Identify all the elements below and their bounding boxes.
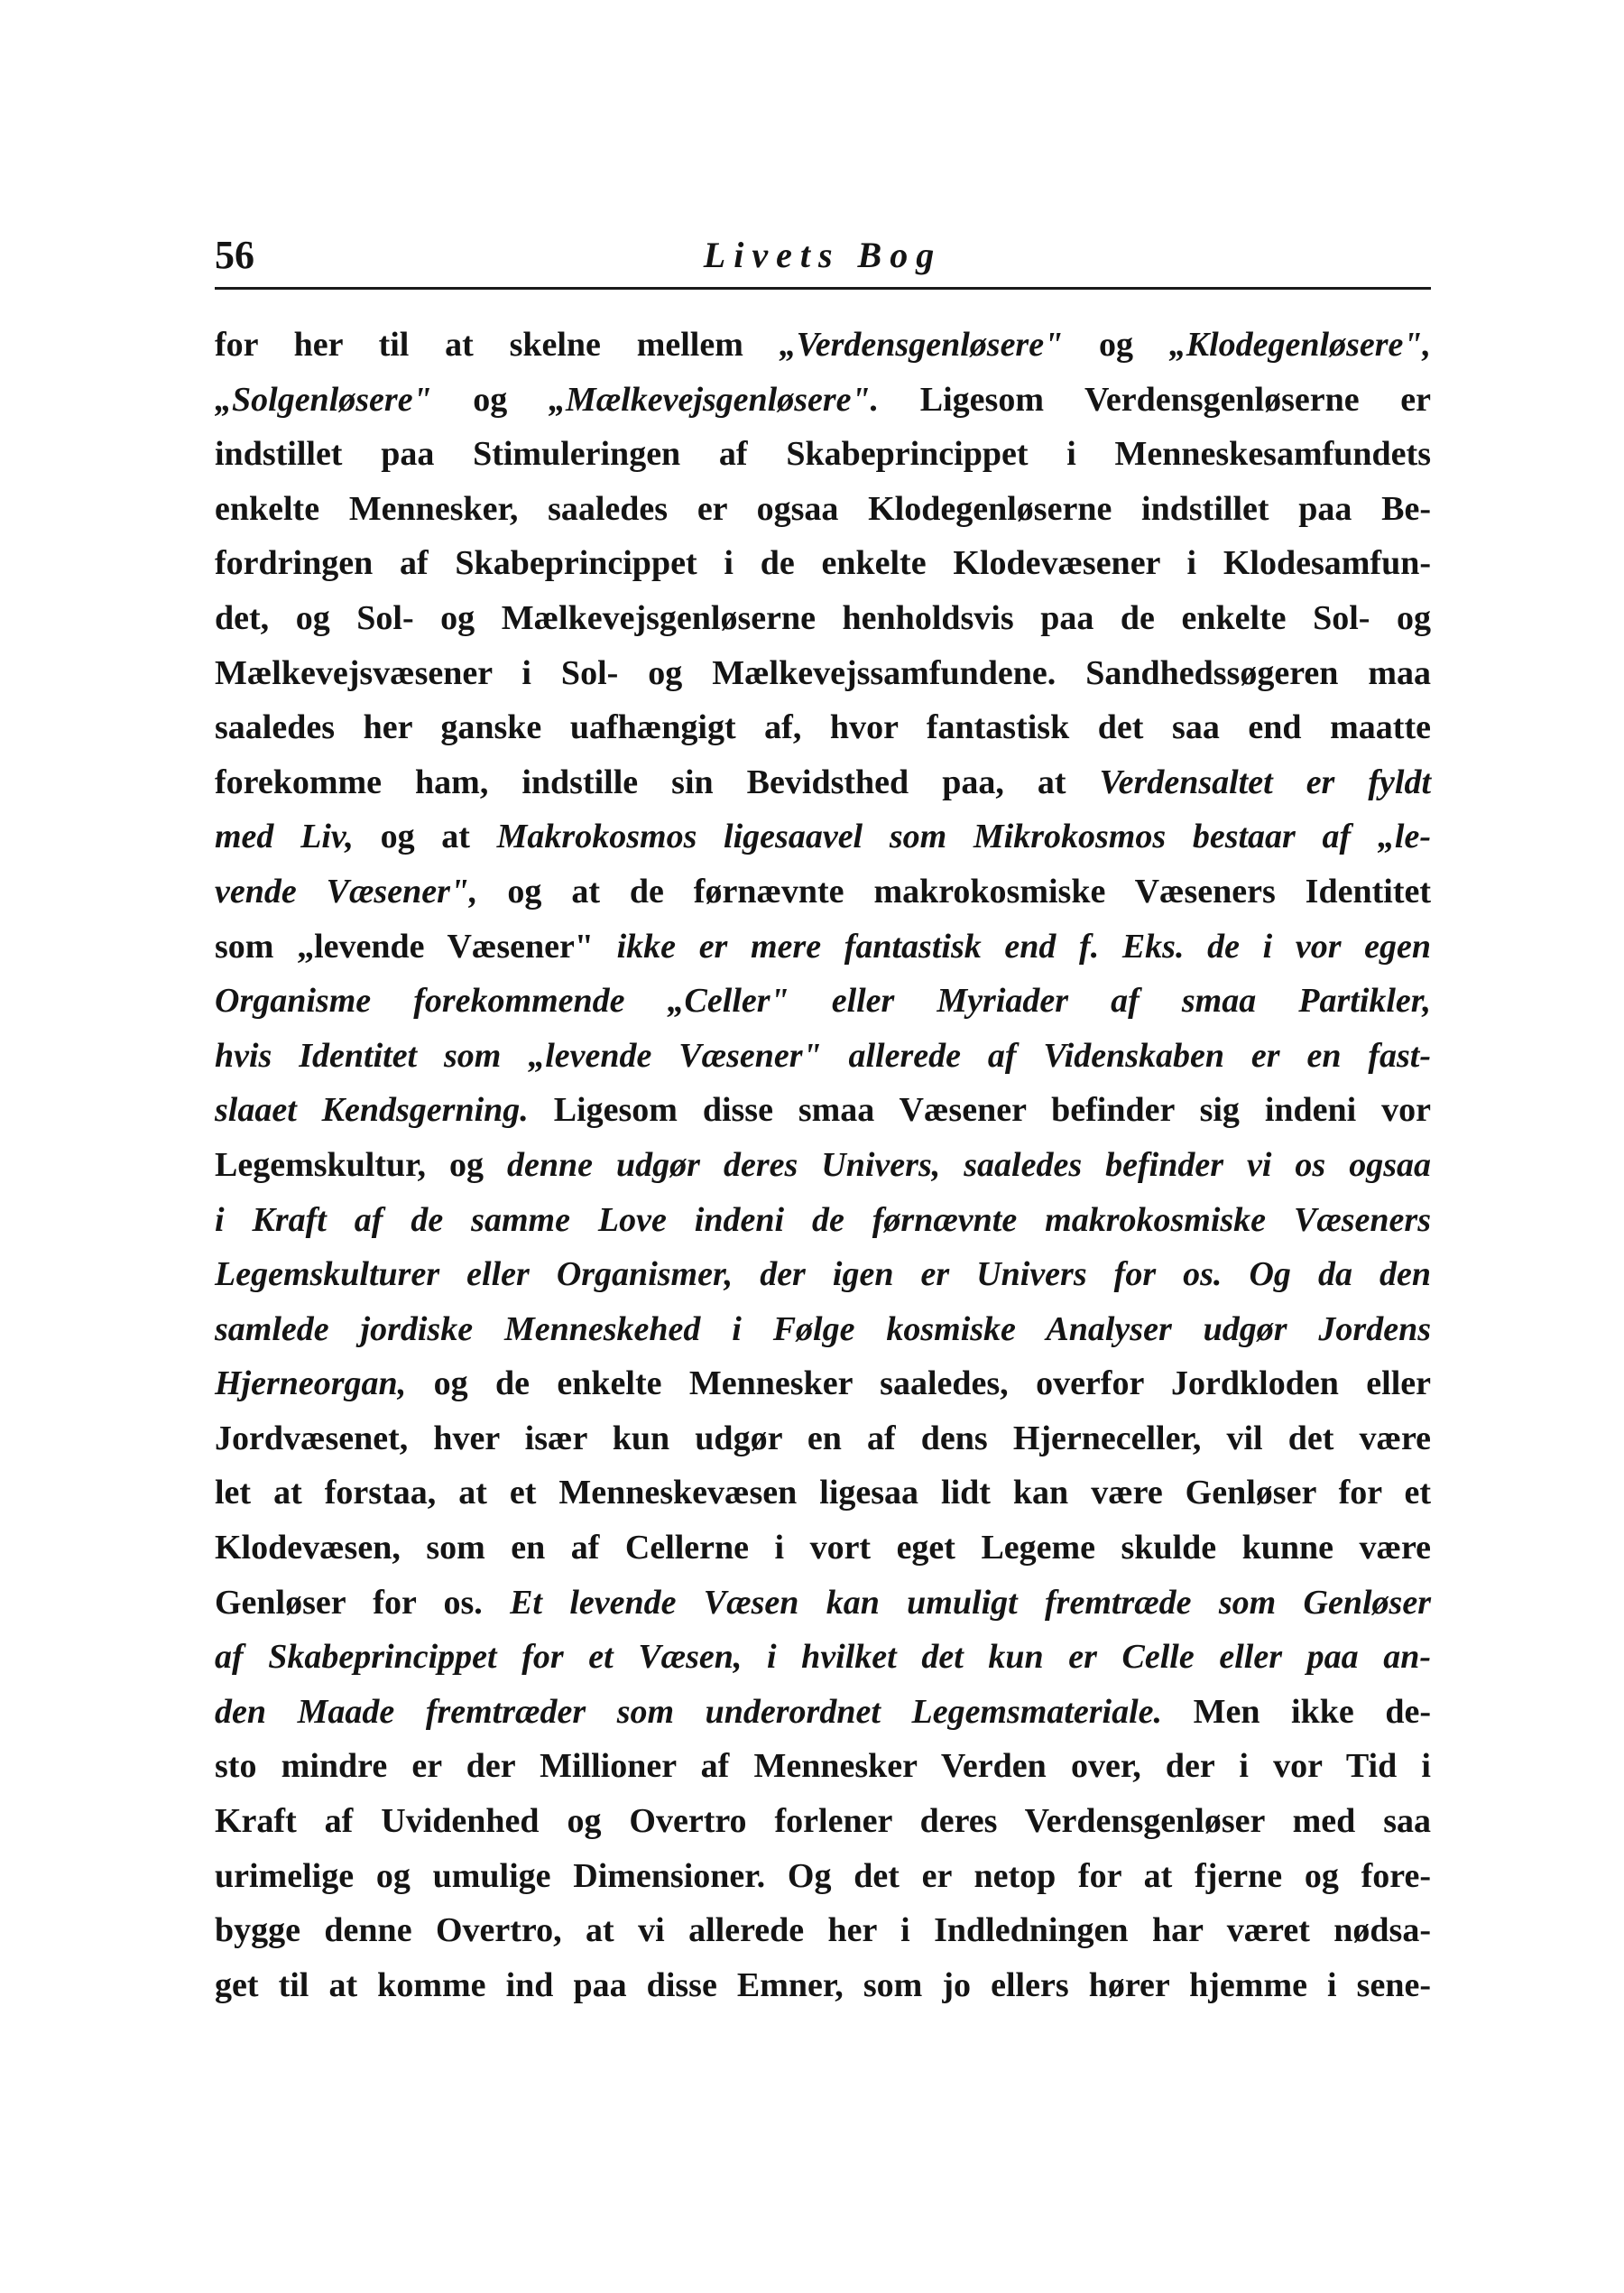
text-span: bygge denne Overtro, at vi allerede her i Indledningen har været nødsa-: [215, 1911, 1431, 1950]
text-span: Legemskultur, og: [215, 1145, 508, 1184]
text-span: forekomme ham, indstille sin Bevidsthed paa, at: [215, 763, 1100, 801]
text-span: Klodevæsen, som en af Cellerne i vort eget Legeme skulde kunne være: [215, 1529, 1431, 1567]
header-rule: [215, 287, 1431, 290]
text-line: [215, 755, 1431, 810]
text-line: [215, 318, 1431, 373]
italic-span: i Kraft af de samme Love indeni de førnævnte makrokosmiske Væseners: [215, 1200, 1431, 1239]
italic-span: af Skabeprincippet for et Væsen, i hvilket det kun er Celle eller paa an-: [215, 1638, 1431, 1677]
text-span: det, og Sol- og Mælkevejsgenløserne henholdsvis paa de enkelte Sol- og: [215, 598, 1431, 637]
text-line: [215, 1521, 1431, 1576]
italic-span: samlede jordiske Menneskehed i Følge kosmiske Analyser udgør Jordens: [215, 1309, 1431, 1348]
text-line: [215, 1903, 1431, 1958]
text-line: [215, 1465, 1431, 1521]
text-line: [215, 646, 1431, 701]
italic-span: Organisme forekommende „Celler" eller Myriader af smaa Partikler,: [215, 982, 1431, 1021]
italic-span: vende Væsener",: [215, 872, 478, 911]
text-span: og at de førnævnte makrokosmiske Væseners Identitet: [477, 872, 1431, 911]
text-span: saaledes her ganske uafhængigt af, hvor fantastisk det saa end maatte: [215, 708, 1431, 747]
italic-span: „Mælkevejsgenløsere".: [548, 380, 880, 419]
text-line: [215, 864, 1431, 920]
text-span: og de enkelte Mennesker saaledes, overfor Jordkloden eller: [406, 1364, 1431, 1403]
italic-span: Legemskulturer eller Organismer, der igen er Univers for os. Og da den: [215, 1255, 1431, 1294]
italic-span: Makrokosmos ligesaavel som Mikrokosmos bestaar af „le-: [496, 818, 1431, 856]
text-span: Mælkevejsvæsener i Sol- og Mælkevejssamfundene. Sandhedssøgeren maa: [215, 653, 1431, 692]
text-span: Jordvæsenet, hver især kun udgør en af dens Hjerneceller, vil det være: [215, 1419, 1431, 1457]
running-title: Livets Bog: [703, 235, 943, 275]
text-line: [215, 1138, 1431, 1193]
text-line: [215, 1739, 1431, 1794]
page-number: 56: [215, 233, 254, 277]
text-span: for her til at skelne mellem: [215, 326, 780, 364]
text-span: Kraft af Uvidenhed og Overtro forlener deres Verdensgenløser med saa: [215, 1802, 1431, 1841]
text-line: [215, 1958, 1431, 2013]
text-line: [215, 536, 1431, 591]
italic-span: ikke er mere fantastisk end f. Eks. de i vor egen: [616, 927, 1431, 966]
text-line: [215, 1083, 1431, 1138]
text-line: [215, 809, 1431, 864]
text-span: urimelige og umulige Dimensioner. Og det er netop for at fjerne og fore-: [215, 1856, 1431, 1895]
italic-span: med Liv,: [215, 818, 354, 856]
text-span: let at forstaa, at et Menneskevæsen ligesaa lidt kan være Genløser for et: [215, 1474, 1431, 1512]
text-line: [215, 974, 1431, 1029]
text-line: [215, 1411, 1431, 1466]
italic-span: „Klodegenløsere",: [1168, 326, 1431, 364]
text-span: Ligesom disse smaa Væsener befinder sig indeni vor: [528, 1091, 1431, 1130]
italic-span: den Maade fremtræder som underordnet Legemsmateriale.: [215, 1692, 1163, 1731]
italic-span: „Solgenløsere": [215, 380, 432, 419]
text-line: [215, 920, 1431, 975]
text-span: Genløser for os.: [215, 1583, 511, 1622]
italic-span: „Verdensgenløsere": [779, 326, 1064, 364]
text-line: [215, 1576, 1431, 1631]
text-line: [215, 1685, 1431, 1740]
text-span: som „levende Væsener": [215, 927, 617, 966]
italic-span: Et levende Væsen kan umuligt fremtræde som Genløser: [510, 1583, 1431, 1622]
text-line: [215, 1029, 1431, 1084]
text-line: [215, 1849, 1431, 1904]
text-span: enkelte Mennesker, saaledes er ogsaa Klodegenløserne indstillet paa Be-: [215, 489, 1431, 528]
text-span: og: [431, 380, 549, 419]
text-line: [215, 1193, 1431, 1248]
text-span: sto mindre er der Millioner af Mennesker Verden over, der i vor Tid i: [215, 1747, 1431, 1786]
running-header: [215, 229, 1431, 282]
text-line: [215, 700, 1431, 755]
text-line: [215, 1794, 1431, 1849]
text-line: [215, 1630, 1431, 1685]
text-line: [215, 1247, 1431, 1302]
body-text: [215, 318, 1431, 2012]
text-line: [215, 373, 1431, 428]
italic-span: Verdensaltet er fyldt: [1099, 763, 1432, 801]
italic-span: slaaet Kendsgerning.: [215, 1091, 529, 1130]
italic-span: denne udgør deres Univers, saaledes befinder vi os ogsaa: [507, 1145, 1431, 1184]
text-span: indstillet paa Stimuleringen af Skabeprincippet i Menneskesamfundets: [215, 435, 1431, 474]
text-span: Ligesom Verdensgenløserne er: [879, 380, 1431, 419]
text-line: [215, 1356, 1431, 1411]
text-line: [215, 427, 1431, 482]
text-line: [215, 482, 1431, 537]
text-span: Men ikke de-: [1162, 1692, 1431, 1731]
text-span: og: [1063, 326, 1169, 364]
text-line: [215, 591, 1431, 646]
italic-span: hvis Identitet som „levende Væsener" allerede af Videnskaben er en fast-: [215, 1036, 1431, 1075]
text-span: og at: [353, 818, 497, 856]
text-span: fordringen af Skabeprincippet i de enkelte Klodevæsener i Klodesamfun-: [215, 544, 1431, 583]
italic-span: Hjerneorgan,: [215, 1364, 407, 1403]
text-line: [215, 1302, 1431, 1357]
text-span: get til at komme ind paa disse Emner, som jo ellers hører hjemme i sene-: [215, 1965, 1431, 2004]
